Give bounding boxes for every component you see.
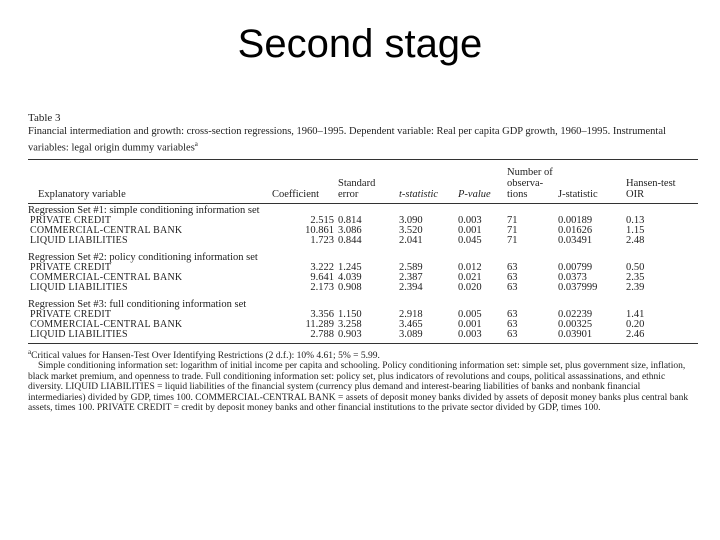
row-j-statistic: 0.00189: [558, 214, 593, 226]
table-footnotes: [28, 347, 698, 414]
row-j-statistic: 0.037999: [558, 281, 598, 293]
row-variable: PRIVATE CREDIT: [30, 214, 112, 226]
row-observations: 63: [507, 318, 518, 330]
regression-table: [28, 160, 698, 340]
row-hansen-test: 2.39: [626, 281, 645, 293]
table-caption: [28, 126, 698, 155]
table-row: [28, 320, 698, 330]
bottom-rule: [28, 343, 698, 344]
row-p-value: 0.045: [458, 234, 482, 246]
column-header-j-statistic: J-statistic: [558, 188, 598, 200]
table-row: [28, 273, 698, 283]
row-std-error: 1.150: [338, 308, 362, 320]
row-p-value: 0.003: [458, 214, 482, 226]
row-observations: 71: [507, 224, 518, 236]
row-variable: COMMERCIAL-CENTRAL BANK: [30, 318, 183, 330]
row-hansen-test: 2.46: [626, 328, 645, 340]
row-variable: LIQUID LIABILITIES: [30, 281, 128, 293]
row-hansen-test: 0.13: [626, 214, 645, 226]
row-observations: 63: [507, 328, 518, 340]
table-label: Table 3: [28, 112, 61, 124]
regression-set-title: Regression Set #3: full conditioning information set: [28, 298, 247, 310]
row-coefficient: 10.861: [305, 224, 334, 236]
row-j-statistic: 0.02239: [558, 308, 593, 320]
regression-set-title: Regression Set #2: policy conditioning information set: [28, 251, 258, 263]
row-coefficient: 3.222: [310, 261, 334, 273]
column-header-variable: Explanatory variable: [38, 188, 126, 200]
slide-title: Second stage: [237, 22, 483, 66]
column-header-hansen-test: Hansen-test OIR: [626, 177, 676, 200]
row-observations: 71: [507, 214, 518, 226]
row-observations: 63: [507, 308, 518, 320]
row-j-statistic: 0.01626: [558, 224, 593, 236]
row-coefficient: 2.788: [310, 328, 334, 340]
row-variable: PRIVATE CREDIT: [30, 261, 112, 273]
row-hansen-test: 2.35: [626, 271, 645, 283]
row-t-statistic: 3.520: [399, 224, 423, 236]
table-row: [28, 226, 698, 236]
row-hansen-test: 0.50: [626, 261, 645, 273]
table-row: [28, 216, 698, 226]
regression-set-2: [28, 251, 698, 298]
row-p-value: 0.021: [458, 271, 482, 283]
row-observations: 63: [507, 261, 518, 273]
row-observations: 71: [507, 234, 518, 246]
row-hansen-test: 2.48: [626, 234, 645, 246]
row-hansen-test: 1.41: [626, 308, 645, 320]
footnote-critical-values: [28, 347, 698, 362]
row-p-value: 0.001: [458, 318, 482, 330]
row-std-error: 4.039: [338, 271, 362, 283]
regression-set-3: [28, 298, 698, 340]
table-row: [28, 263, 698, 273]
row-std-error: 3.258: [338, 318, 362, 330]
footnote-definitions: Simple conditioning information set: logarithm of initial income per capita and schooling. Policy conditioning information set: simple set, plus government size, inflation, black market premium, and openness to trade. Full conditioning information set: policy set, plus indicators of revolutions and coups, political assassinations, and ethnic diversity. LIQUID LIABILITIES = liquid liabilities of the financial system (currency plus demand and interest-bearing liabilities of banks and nonbank financial intermediaries) divided by GDP, times 100. COMMERCIAL-CENTRAL BANK = assets of deposit money banks divided by assets of deposit money banks plus central bank assets, times 100. PRIVATE CREDIT = credit by deposit money banks and other financial institutions to the private sector divided by GDP, times 100.: [28, 361, 689, 414]
column-header-t-statistic: t-statistic: [399, 188, 439, 200]
row-observations: 63: [507, 281, 518, 293]
row-std-error: 0.903: [338, 328, 362, 340]
row-t-statistic: 3.089: [399, 328, 423, 340]
caption-footnote-mark: a: [194, 140, 198, 148]
row-std-error: 0.844: [338, 234, 362, 246]
table-document: [28, 112, 698, 507]
row-p-value: 0.003: [458, 328, 482, 340]
row-j-statistic: 0.00799: [558, 261, 593, 273]
row-variable: LIQUID LIABILITIES: [30, 328, 128, 340]
row-coefficient: 11.289: [305, 318, 334, 330]
row-coefficient: 2.173: [310, 281, 334, 293]
row-p-value: 0.005: [458, 308, 482, 320]
footnote-critical-text: Critical values for Hansen-Test Over Identifying Restrictions (2 d.f.): 10% 4.61; 5% = 5.99.: [31, 350, 380, 361]
column-header-p-value: P-value: [458, 188, 491, 200]
row-observations: 63: [507, 271, 518, 283]
row-t-statistic: 3.090: [399, 214, 423, 226]
row-j-statistic: 0.03491: [558, 234, 593, 246]
row-hansen-test: 0.20: [626, 318, 645, 330]
column-header-observations: Number of observa- tions: [507, 166, 553, 200]
row-std-error: 0.908: [338, 281, 362, 293]
regression-set-title: Regression Set #1: simple conditioning information set: [28, 204, 260, 216]
row-std-error: 3.086: [338, 224, 362, 236]
caption-text: Financial intermediation and growth: cross-section regressions, 1960–1995. Dependent variable: Real per capita GDP growth, 1960–1995. Instrumental variables: legal origin dummy variables: [28, 126, 666, 154]
row-std-error: 1.245: [338, 261, 362, 273]
column-header-std-error: Standard error: [338, 177, 376, 200]
regression-set-1: [28, 204, 698, 251]
column-header-coefficient: Coefficient: [272, 188, 320, 200]
row-coefficient: 1.723: [310, 234, 334, 246]
row-variable: PRIVATE CREDIT: [30, 308, 112, 320]
row-j-statistic: 0.0373: [558, 271, 587, 283]
footnote-mark: a: [28, 347, 32, 356]
row-t-statistic: 2.387: [399, 271, 423, 283]
row-t-statistic: 3.465: [399, 318, 423, 330]
table-row: [28, 283, 698, 293]
row-coefficient: 3.356: [310, 308, 334, 320]
table-header-row: [28, 160, 698, 203]
row-variable: COMMERCIAL-CENTRAL BANK: [30, 271, 183, 283]
row-t-statistic: 2.918: [399, 308, 423, 320]
row-t-statistic: 2.394: [399, 281, 423, 293]
table-row: [28, 330, 698, 340]
row-j-statistic: 0.03901: [558, 328, 593, 340]
row-coefficient: 9.641: [310, 271, 334, 283]
row-variable: COMMERCIAL-CENTRAL BANK: [30, 224, 183, 236]
row-variable: LIQUID LIABILITIES: [30, 234, 128, 246]
row-p-value: 0.020: [458, 281, 482, 293]
row-p-value: 0.012: [458, 261, 482, 273]
row-hansen-test: 1.15: [626, 224, 645, 236]
row-p-value: 0.001: [458, 224, 482, 236]
row-t-statistic: 2.041: [399, 234, 423, 246]
table-row: [28, 236, 698, 246]
table-row: [28, 310, 698, 320]
row-std-error: 0.814: [338, 214, 362, 226]
row-j-statistic: 0.00325: [558, 318, 593, 330]
row-t-statistic: 2.589: [399, 261, 423, 273]
row-coefficient: 2.515: [310, 214, 334, 226]
